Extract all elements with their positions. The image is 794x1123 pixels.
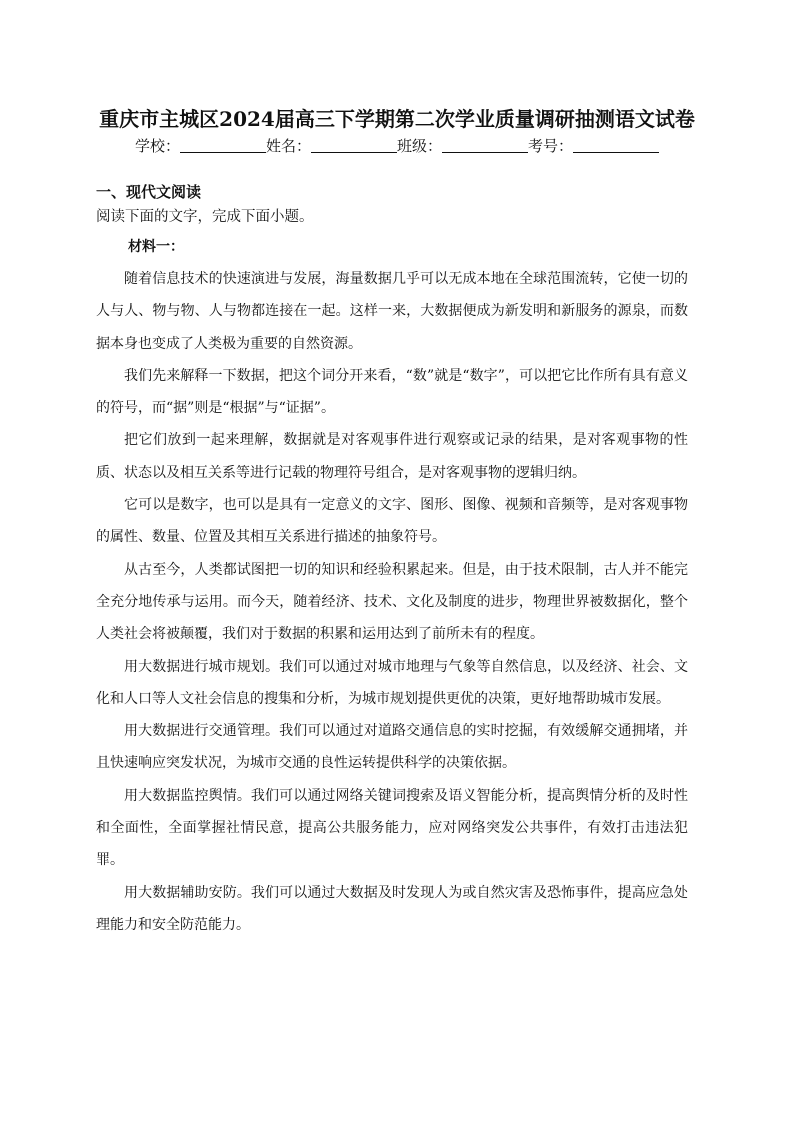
exam-number-label: 考号： [528, 137, 574, 155]
school-blank [180, 138, 266, 153]
paragraph: 用大数据辅助安防。我们可以通过大数据及时发现人为或自然灾害及恐怖事件，提高应急处理能力和安全防范能力。 [96, 884, 688, 933]
paragraph: 用大数据进行交通管理。我们可以通过对道路交通信息的实时挖掘，有效缓解交通拥堵，并且快速响应突发状况，为城市交通的良性运转提供科学的决策依据。 [96, 723, 688, 772]
paragraph: 把它们放到一起来理解，数据就是对客观事件进行观察或记录的结果，是对客观事物的性质、状态以及相互关系等进行记载的物理符号组合，是对客观事物的逻辑归纳。 [96, 432, 688, 481]
class-field [397, 135, 528, 156]
reading-instruction: 阅读下面的文字，完成下面小题。 [96, 209, 314, 225]
student-info-line [0, 135, 794, 156]
paragraph: 用大数据监控舆情。我们可以通过网络关键词搜索及语义智能分析，提高舆情分析的及时性和全面性，全面掌握社情民意，提高公共服务能力，应对网络突发公共事件，有效打击违法犯罪。 [96, 787, 688, 869]
paragraph: 用大数据进行城市规划。我们可以通过对城市地理与气象等自然信息，以及经济、社会、文化和人口等人文社会信息的搜集和分析，为城市规划提供更优的决策，更好地帮助城市发展。 [96, 658, 688, 707]
exam-number-blank [573, 138, 659, 153]
paragraph: 从古至今，人类都试图把一切的知识和经验积累起来。但是，由于技术限制，古人并不能完全充分地传承与运用。而今天，随着经济、技术、文化及制度的进步，物理世界被数据化，整个人类社会将被颠覆，我们对于数据的积累和运用达到了前所未有的程度。 [96, 561, 688, 643]
paragraph: 它可以是数字，也可以是具有一定意义的文字、图形、图像、视频和音频等，是对客观事物的属性、数量、位置及其相互关系进行描述的抽象符号。 [96, 497, 688, 546]
class-label: 班级： [397, 137, 443, 155]
section-heading: 一、现代文阅读 [96, 183, 202, 201]
material-body [96, 263, 688, 941]
paragraph: 我们先来解释一下数据，把这个词分开来看，“数”就是“数字”，可以把它比作所有具有意义的符号，而“据”则是“根据”与“证据”。 [96, 367, 688, 417]
name-label: 姓名： [265, 137, 311, 155]
name-blank [311, 138, 397, 153]
school-field [135, 135, 266, 156]
paragraph: 随着信息技术的快速演进与发展，海量数据几乎可以无成本地在全球范围流转，它使一切的人与人、物与物、人与物都连接在一起。这样一来，大数据便成为新发明和新服务的源泉，而数据本身也变成了人类极为重要的自然资源。 [96, 271, 688, 352]
school-label: 学校： [134, 137, 180, 155]
exam-title: 重庆市主城区2024届高三下学期第二次学业质量调研抽测语文试卷 [99, 107, 695, 131]
material-label: 材料一： [128, 239, 184, 255]
name-field [266, 135, 397, 156]
exam-number-field [528, 135, 659, 156]
class-blank [442, 138, 528, 153]
